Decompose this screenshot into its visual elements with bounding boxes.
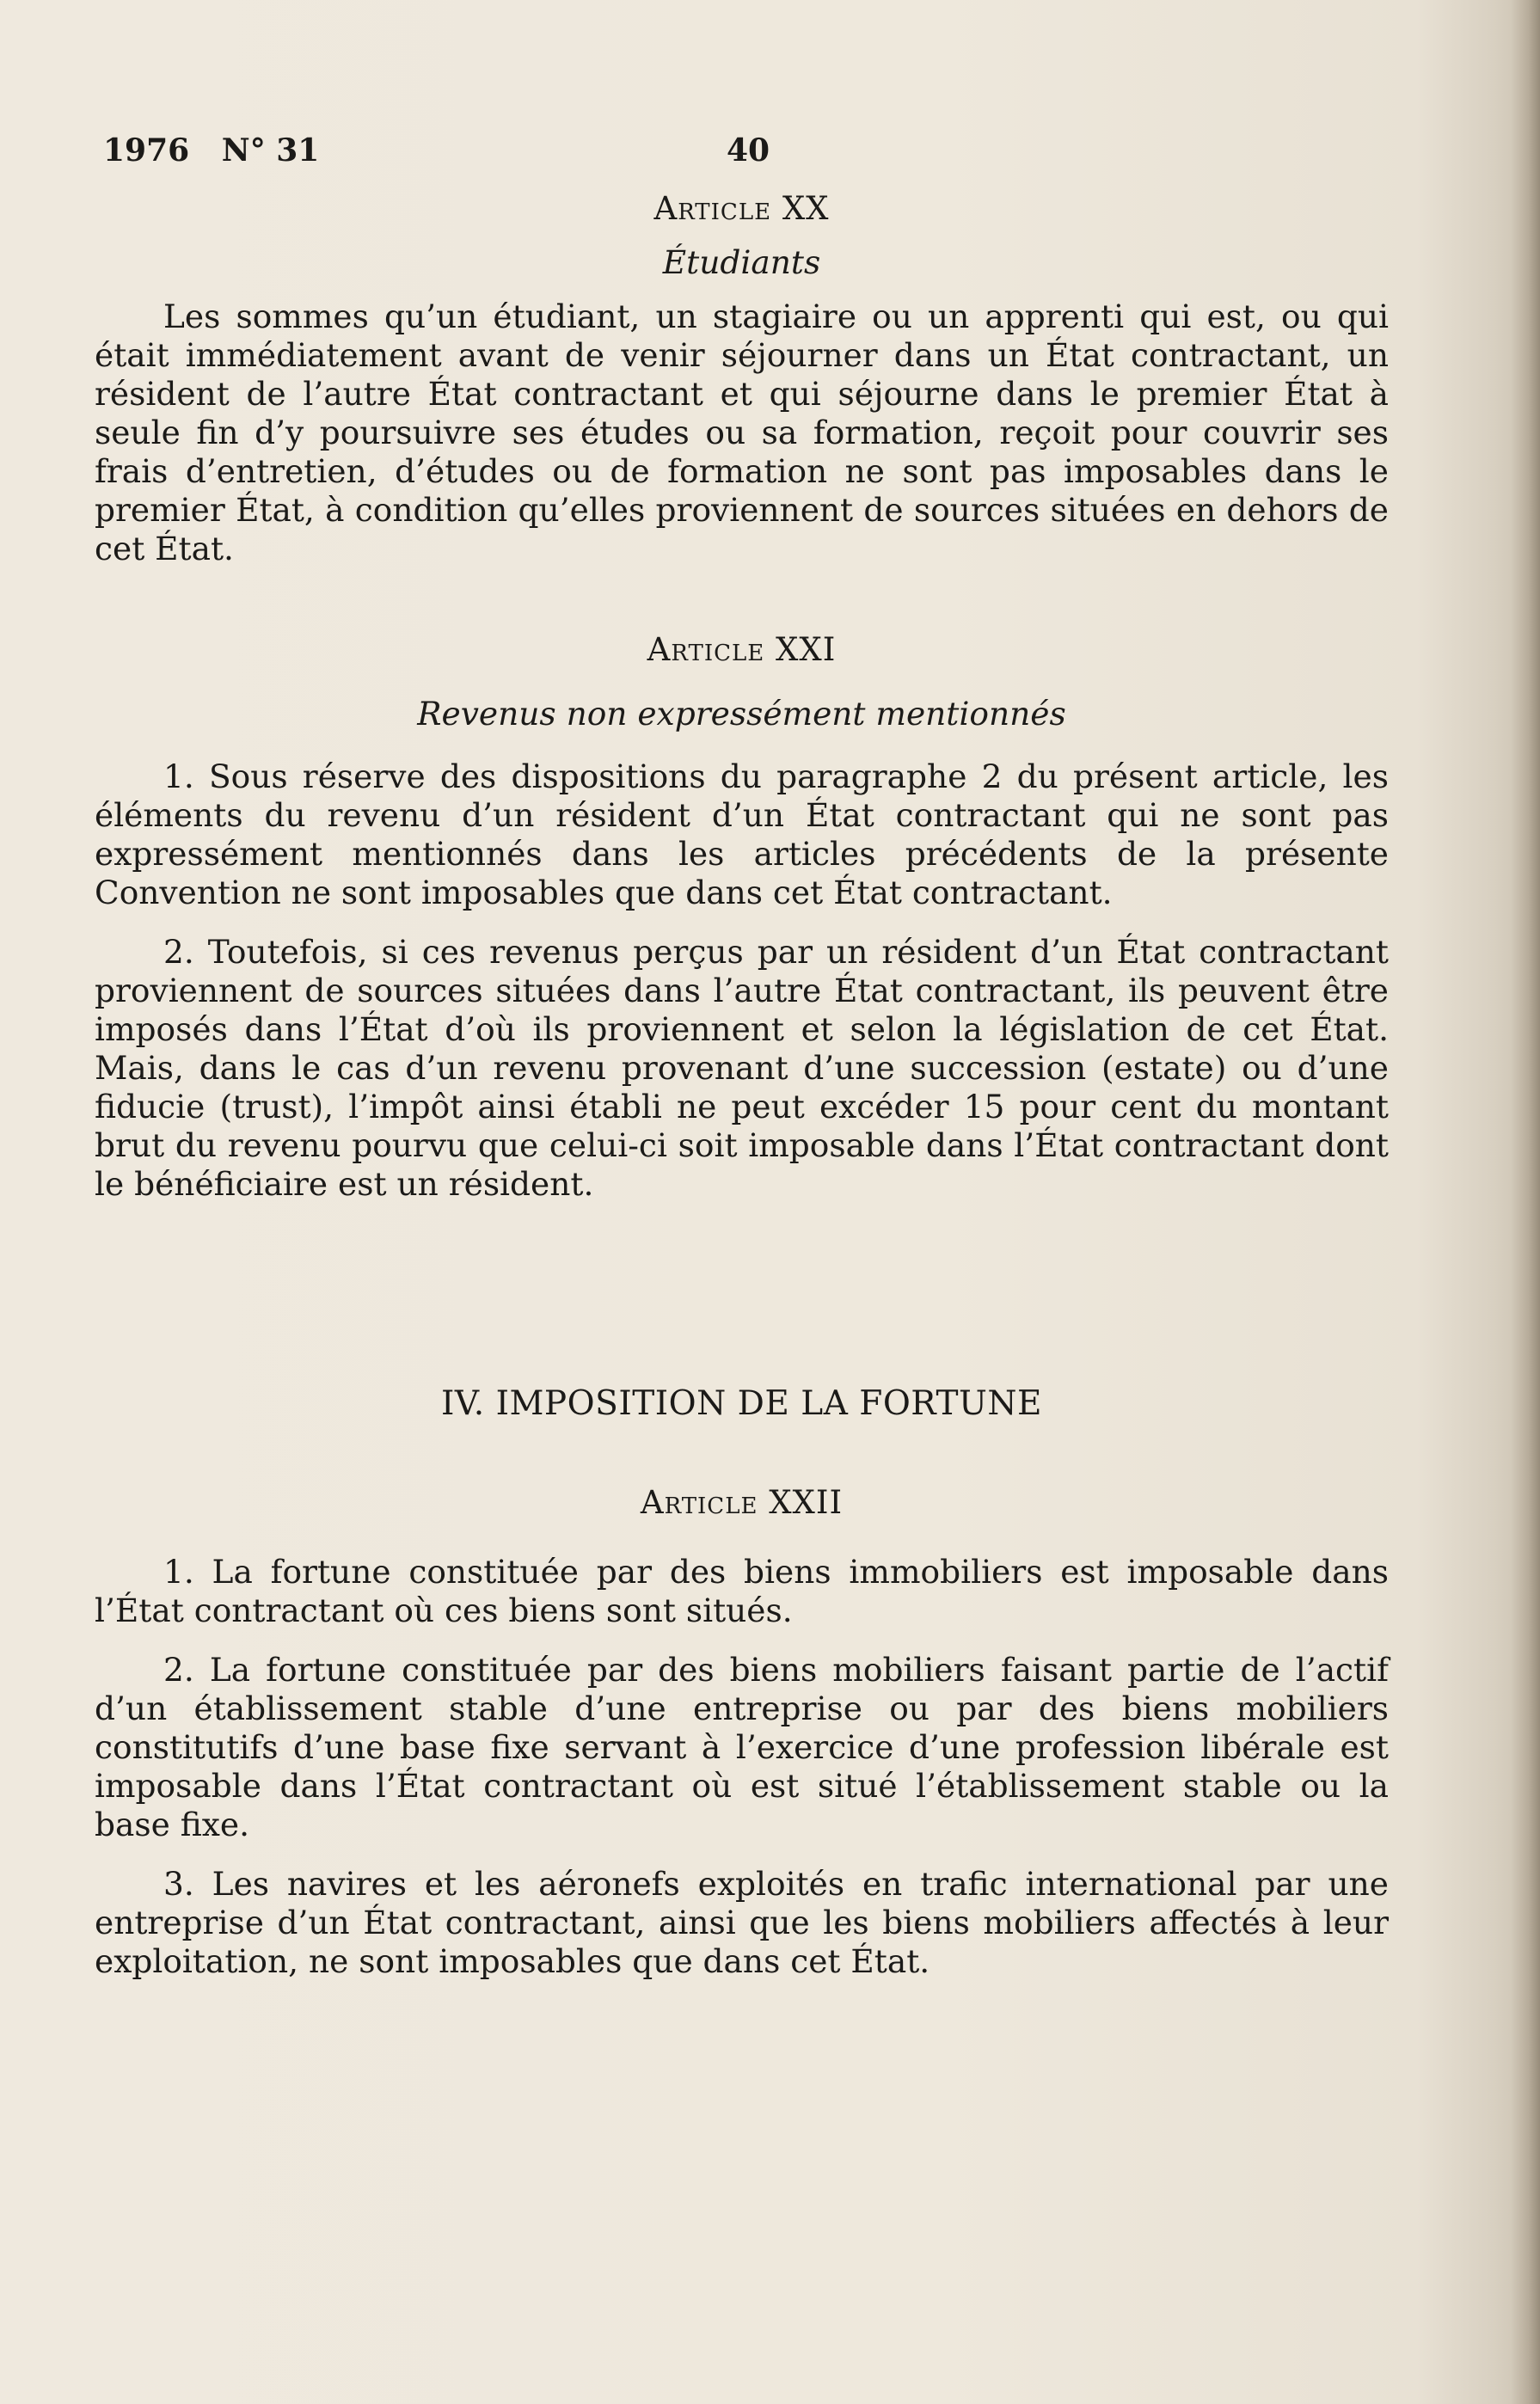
article-xx-subtitle: Étudiants <box>662 243 821 281</box>
article-xx-paragraph: Les sommes qu’un étudiant, un stagiaire ou un apprenti qui est, ou qui était immédiatement avant de venir séjourner dans un État contractant, un résident de l’autre État contractant et qui séjourne dans le premier État à seule fin d’y poursuivre ses études ou sa formation, reçoit pour couvrir ses frais d’entretien, d’études ou de formation ne sont pas imposables dans le premier État, à condition qu’elles proviennent de sources situées en dehors de cet État. <box>95 297 1389 567</box>
header-page-number: 40 <box>727 132 770 169</box>
article-xxii-paragraph-1: 1. La fortune constituée par des biens immobiliers est imposable dans l’État contractant où ces biens sont situés. <box>95 1553 1389 1629</box>
article-xxi-title: Article XXI <box>647 631 837 668</box>
document-body <box>95 189 1389 1981</box>
article-xx-title: Article XX <box>653 190 830 227</box>
page-header <box>103 132 1496 175</box>
article-xxii-paragraph-3: 3. Les navires et les aéronefs exploités en trafic international par une entreprise d’un État contractant, ainsi que les biens mobiliers affectés à leur exploitation, ne sont imposables que dans cet État. <box>95 1865 1389 1980</box>
article-xxii-paragraph-2: 2. La fortune constituée par des biens mobiliers faisant partie de l’actif d’un établissement stable d’une entreprise ou par des biens mobiliers constitutifs d’une base fixe servant à l’exercice d’une profession libérale est imposable dans l’État contractant où est situé l’établissement stable ou la base fixe. <box>95 1651 1389 1843</box>
article-xxi-paragraph-2: 2. Toutefois, si ces revenus perçus par un résident d’un État contractant proviennent de sources situées dans l’autre État contractant, ils peuvent être imposés dans l’État d’où ils proviennent et selon la législation de cet État. Mais, dans le cas d’un revenu provenant d’une succession (estate) ou d’une fiducie (trust), l’impôt ainsi établi ne peut excéder 15 pour cent du montant brut du revenu pourvu que celui-ci soit imposable dans l’État contractant dont le bénéficiaire est un résident. <box>95 933 1389 1203</box>
article-xxi-paragraph-1: 1. Sous réserve des dispositions du paragraphe 2 du présent article, les éléments du revenu d’un résident d’un État contractant qui ne sont pas expressément mentionnés dans les articles précédents de la présente Convention ne sont imposables que dans cet État contractant. <box>95 757 1389 911</box>
article-xxi-subtitle: Revenus non expressément mentionnés <box>417 695 1066 733</box>
page-binding-edge <box>1511 0 1540 2404</box>
header-year-number: 1976 N° 31 <box>103 132 320 169</box>
article-xxii-title: Article XXII <box>640 1484 844 1521</box>
part-iv-title: IV. IMPOSITION DE LA FORTUNE <box>441 1384 1042 1423</box>
